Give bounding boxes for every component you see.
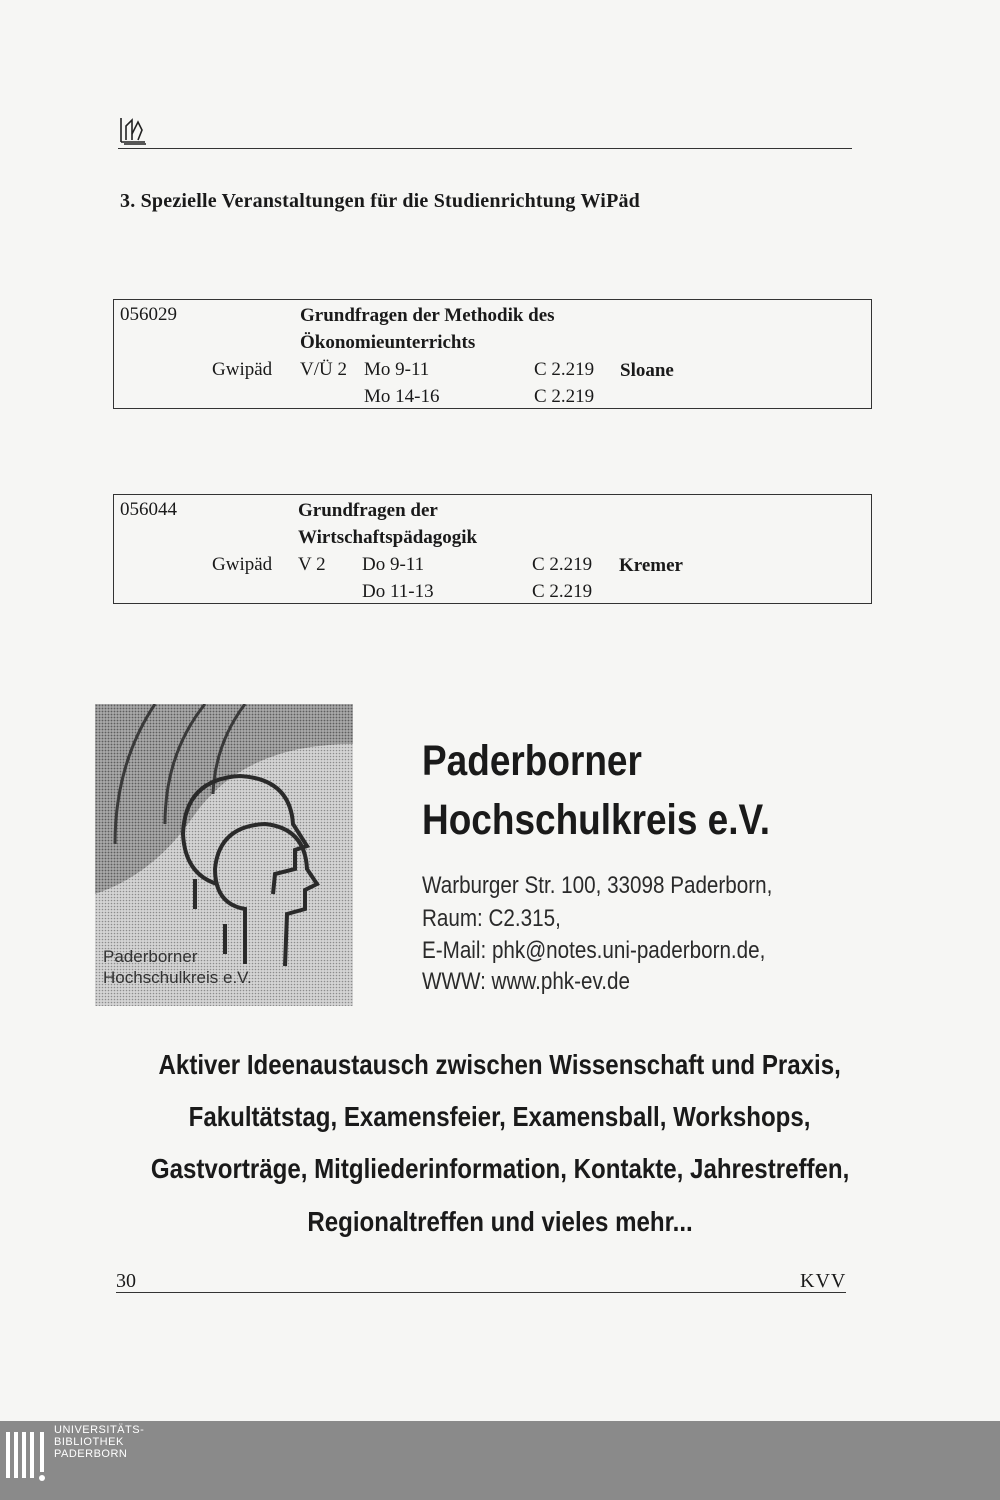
course-session-time: Mo 14-16 [364, 386, 440, 407]
phk-logo-text-line2: Hochschulkreis e.V. [103, 968, 252, 987]
page-number: 30 [116, 1270, 136, 1292]
course-box [113, 494, 872, 604]
course-area: Gwipäd [212, 359, 273, 380]
course-session-room: C 2.219 [532, 554, 593, 575]
phk-title-line1: Paderborner [422, 737, 642, 785]
library-text-line: PADERBORN [54, 1448, 128, 1460]
phk-www-line: WWW: www.phk-ev.de [422, 968, 630, 995]
course-title-line2: Wirtschaftspädagogik [298, 527, 478, 548]
phk-address-line: Warburger Str. 100, 33098 Paderborn, [422, 872, 773, 899]
course-title-line1: Grundfragen der Methodik des [300, 305, 555, 326]
university-logo-icon [118, 112, 148, 146]
phk-address-line: Raum: C2.315, [422, 905, 561, 932]
library-logo-icon [4, 1428, 48, 1498]
section-title: 3. Spezielle Veranstaltungen für die Studienrichtung WiPäd [120, 190, 641, 212]
phk-title-line2: Hochschulkreis e.V. [422, 796, 771, 844]
course-session-time: Mo 9-11 [364, 359, 430, 380]
course-number: 056044 [120, 499, 177, 520]
course-title-line1: Grundfragen der [298, 500, 438, 521]
course-type: V/Ü 2 [300, 359, 347, 380]
phk-logo [95, 704, 353, 1006]
footer-label: KVV [800, 1270, 847, 1292]
course-number: 056029 [120, 304, 177, 325]
course-session-time: Do 9-11 [362, 554, 425, 575]
course-area: Gwipäd [212, 554, 273, 575]
course-session-room: C 2.219 [532, 581, 593, 602]
header-rule [118, 148, 852, 149]
course-type: V 2 [298, 554, 326, 575]
phk-logo-text-line1: Paderborner [103, 947, 198, 966]
library-text-line: UNIVERSITÄTS- [54, 1424, 145, 1436]
promo-line: Gastvorträge, Mitgliederinformation, Kontakte, Jahrestreffen, [150, 1153, 850, 1184]
library-bar [0, 1421, 1000, 1500]
course-session-room: C 2.219 [534, 359, 595, 380]
course-lecturer: Sloane [620, 360, 674, 381]
phk-email-line: E-Mail: phk@notes.uni-paderborn.de, [422, 937, 766, 964]
course-box [113, 299, 872, 409]
promo-line: Aktiver Ideenaustausch zwischen Wissenschaft und Praxis, [158, 1049, 842, 1080]
course-session-time: Do 11-13 [362, 581, 434, 602]
promo-line: Fakultätstag, Examensfeier, Examensball, Workshops, [189, 1101, 811, 1132]
promo-line: Regionaltreffen und vieles mehr... [307, 1206, 693, 1237]
library-text-line: BIBLIOTHEK [54, 1436, 124, 1448]
course-session-room: C 2.219 [534, 386, 595, 407]
footer-rule [116, 1292, 846, 1293]
course-title-line2: Ökonomieunterrichts [300, 332, 476, 353]
course-lecturer: Kremer [619, 555, 683, 576]
